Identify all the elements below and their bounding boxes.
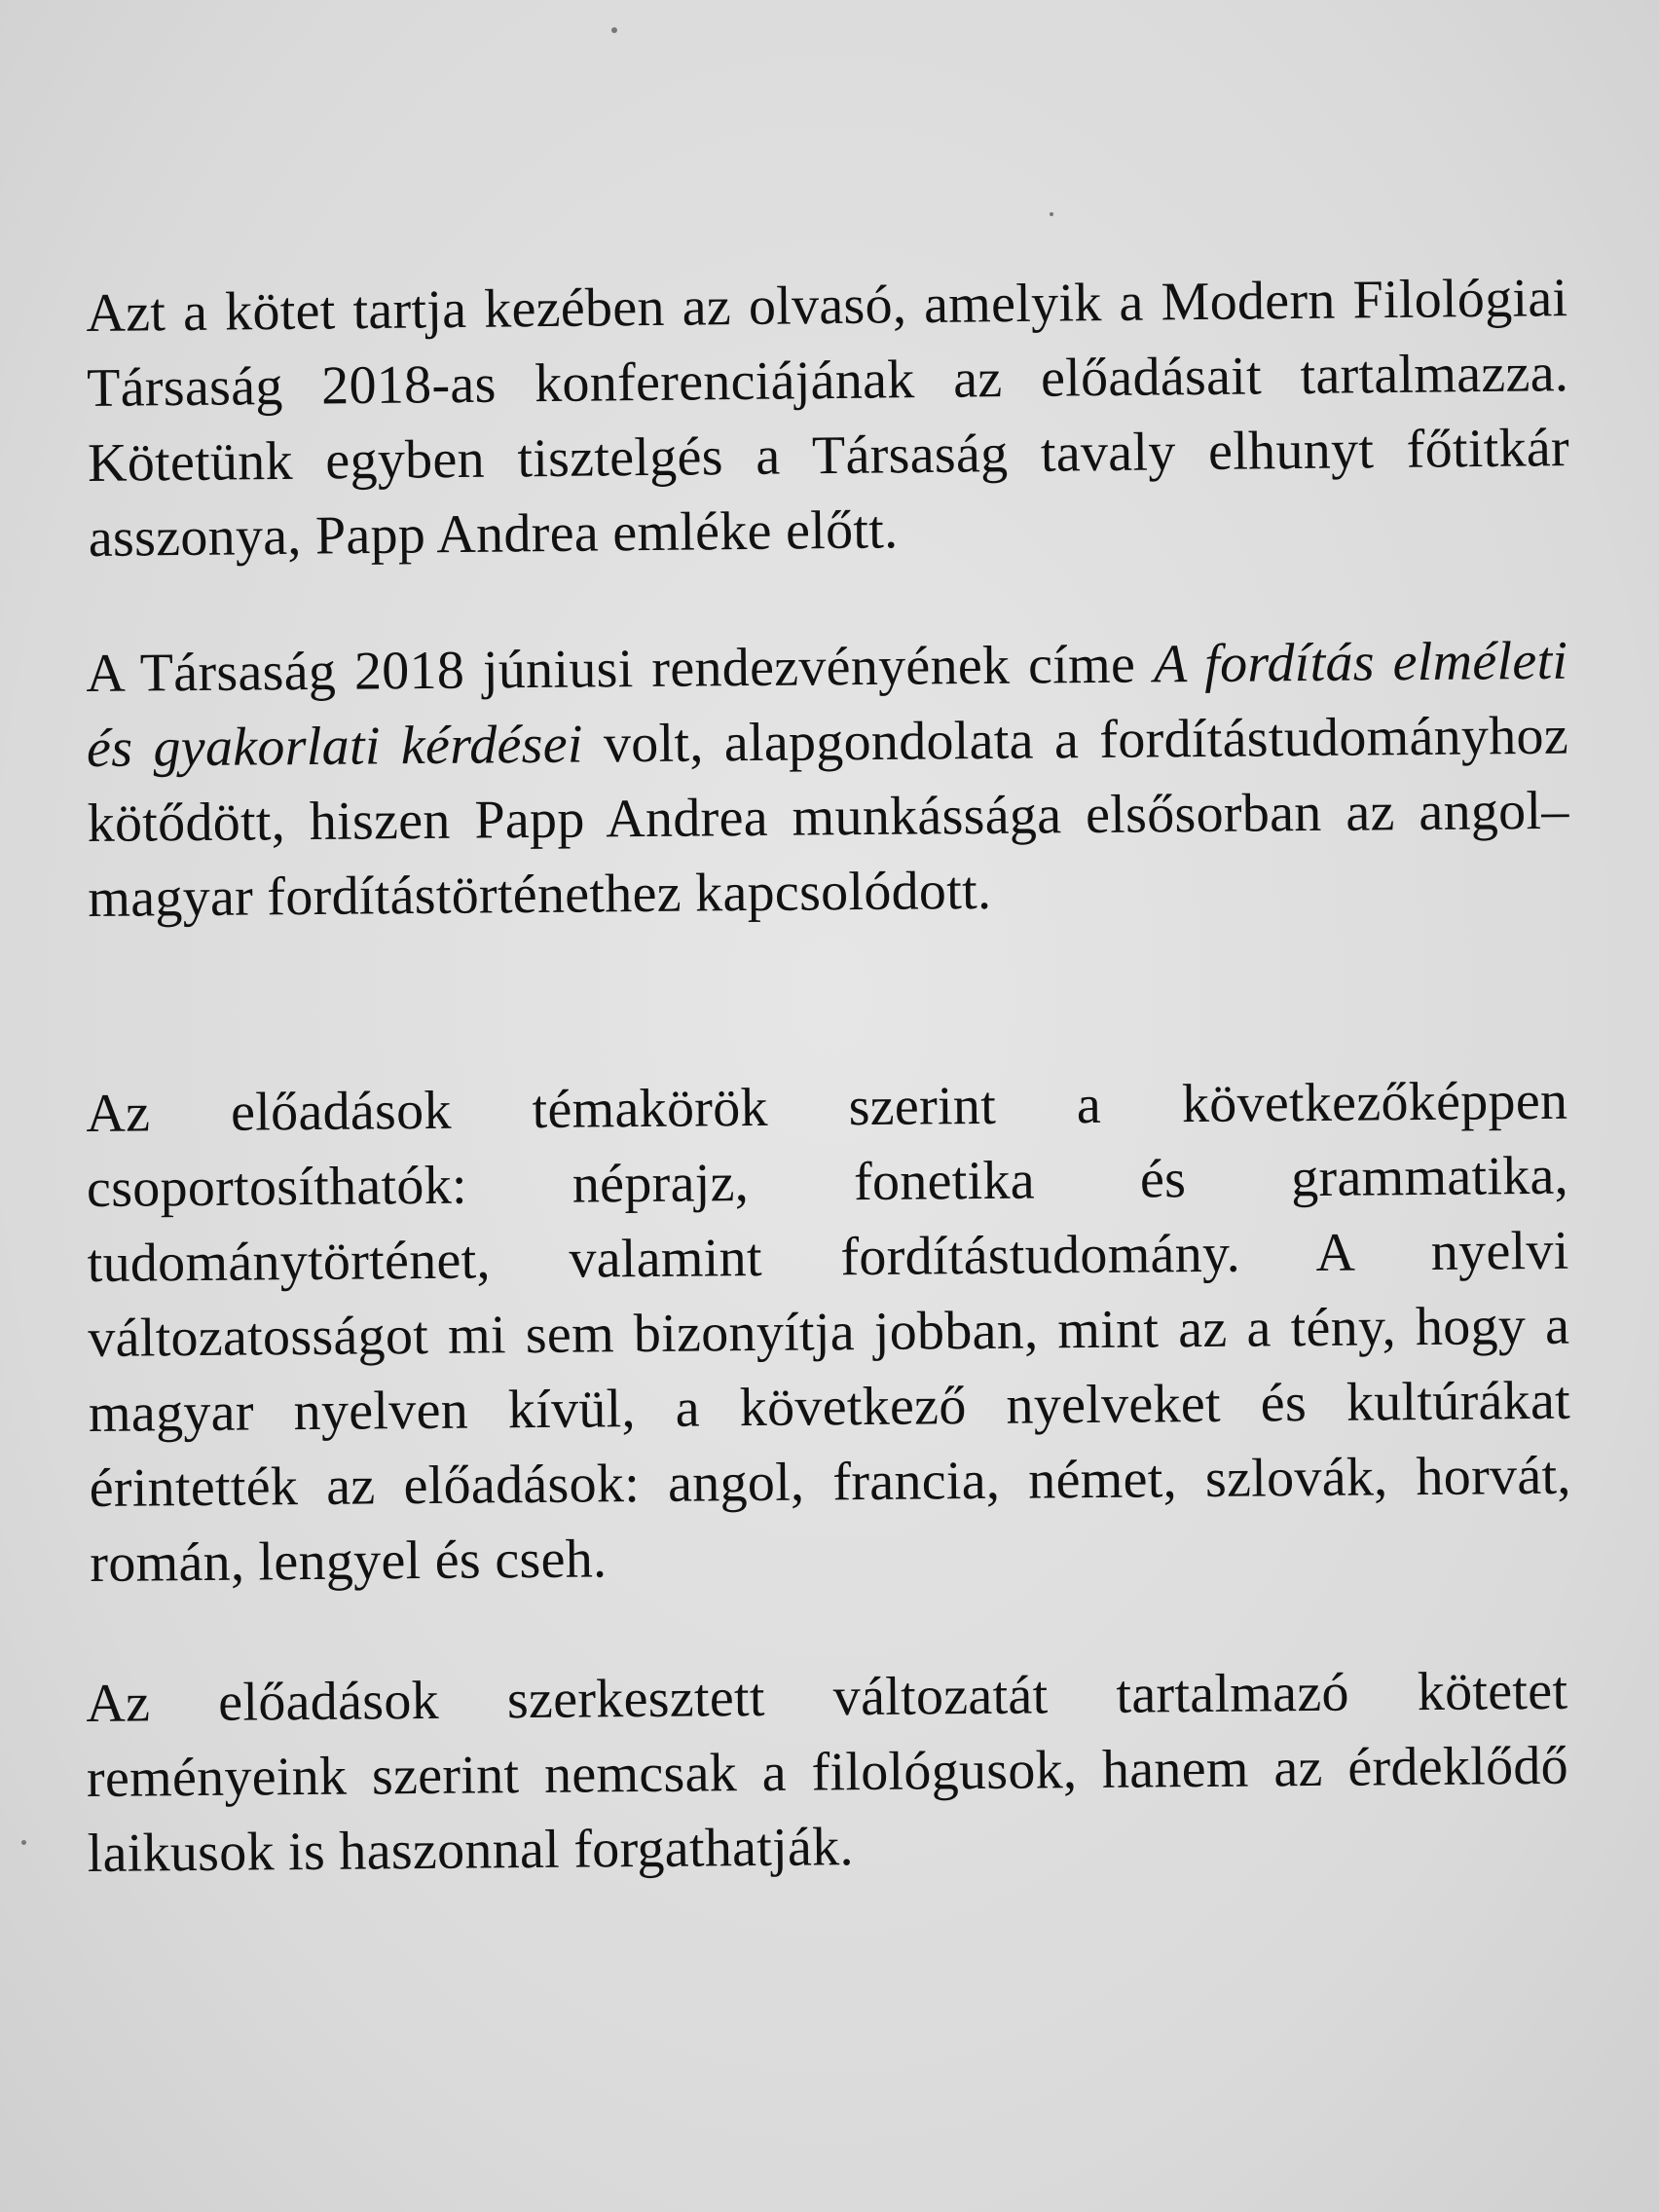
conference-title-italic: A fordítás elméleti és gyakorlati kérdései — [86, 630, 1568, 779]
paragraph-topics-text: Az előadások témakörök szerint a következőképpen csoportosíthatók: néprajz, fonetika és grammatika, tudománytörténet, valamint fordítástudomány. A nyelvi változatosságot mi sem bizonyítja jobban, mint az a tény, hogy a magyar nyelven kívül, a következő nyelveket és kultúrákat érintették az előadások: angol, francia, német, szlovák, horvát, román, lengyel és cseh. — [86, 1070, 1571, 1594]
scan-speck — [611, 27, 617, 33]
paragraph-intro — [86, 261, 1570, 576]
scan-speck — [21, 1840, 26, 1845]
paragraph-conference-text-end: volt, alapgondolata a fordítástudományhoz kötődött, hiszen Papp Andrea munkássága elsősorban az angol–magyar fordítástörténethez kapcsolódott. — [87, 705, 1569, 929]
paragraph-conference-title — [86, 624, 1570, 937]
paragraph-closing — [86, 1654, 1569, 1892]
paragraph-topics — [86, 1064, 1572, 1602]
scan-speck — [1050, 212, 1053, 216]
paragraph-closing-text: Az előadások szerkesztett változatát tartalmazó kötetet reményeink szerint nemcsak a filológusok, hanem az érdeklődő laikusok is haszonnal forgathatják. — [86, 1660, 1569, 1884]
paragraph-intro-text: Azt a kötet tartja kezében az olvasó, amelyik a Modern Filológiai Társaság 2018-as konferenciájának az előadásait tartalmazza. Kötetünk egyben tisztelgés a Társaság tavaly elhunyt főtitkár asszonya, Papp Andrea emléke előtt. — [86, 268, 1570, 569]
paragraph-conference-text-start: A Társaság 2018 júniusi rendezvényének címe — [86, 634, 1155, 704]
